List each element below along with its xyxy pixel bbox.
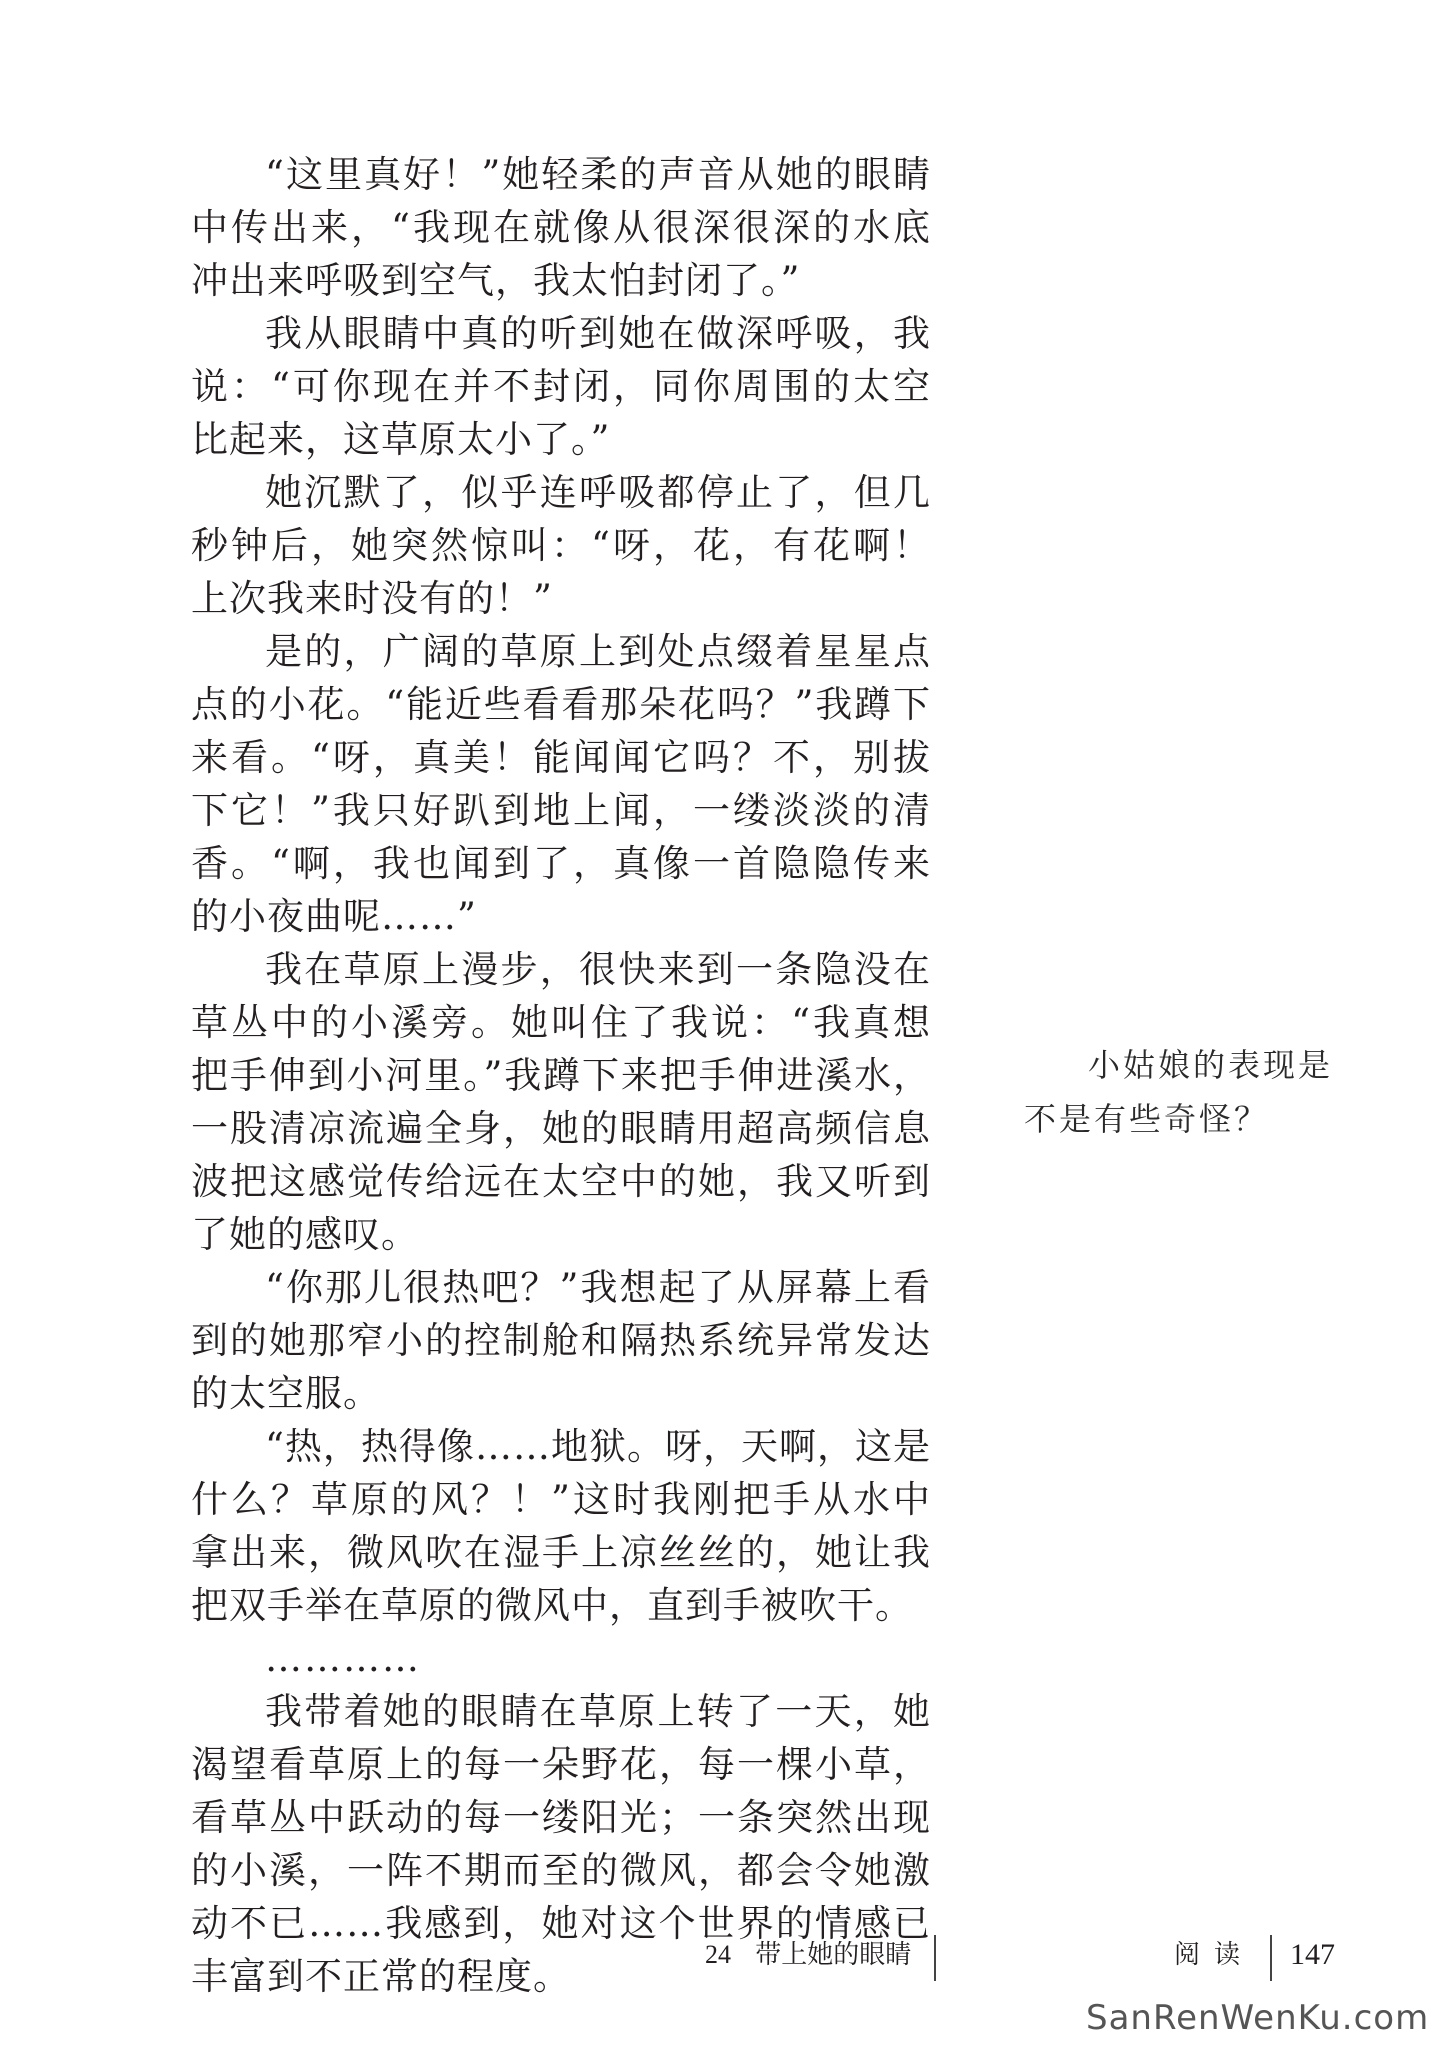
footer-divider-right bbox=[1270, 1935, 1272, 1981]
paragraph-7: “热，热得像……地狱。呀，天啊，这是什么？草原的风？！”这时我刚把手从水中拿出来，微风吹在湿手上凉丝丝的，她让我把双手举在草原的微风中，直到手被吹干。 bbox=[191, 1425, 931, 1627]
paragraph-1: “这里真好！”她轻柔的声音从她的眼睛中传出来，“我现在就像从很深很深的水底冲出来呼吸到空气，我太怕封闭了。” bbox=[191, 153, 931, 302]
chapter-title: 带上她的眼睛 bbox=[755, 1940, 912, 1970]
footer-section-label: 阅读 bbox=[1174, 1940, 1255, 1970]
paragraph-3: 她沉默了，似乎连呼吸都停止了，但几秒钟后，她突然惊叫：“呀，花，有花啊！上次我来时没有的！” bbox=[191, 471, 931, 620]
page-number: 147 bbox=[1290, 1938, 1335, 1971]
site-watermark: SanRenWenKu.com bbox=[1086, 1998, 1430, 2038]
paragraph-6: “你那儿很热吧？”我想起了从屏幕上看到的她那窄小的控制舱和隔热系统异常发达的太空服。 bbox=[191, 1266, 931, 1415]
paragraph-final: 我带着她的眼睛在草原上转了一天，她渴望看草原上的每一朵野花，每一棵小草，看草丛中跃动的每一缕阳光；一条突然出现的小溪，一阵不期而至的微风，都会令她激动不已……我感到，她对这个世界的情感已丰富到不正常的程度。 bbox=[191, 1690, 931, 1998]
story-body bbox=[191, 148, 931, 2003]
chapter-number: 24 bbox=[705, 1940, 731, 1969]
margin-annotation-text: 小姑娘的表现是不是有些奇怪？ bbox=[1024, 1046, 1334, 1138]
margin-annotation bbox=[1024, 1038, 1334, 1146]
paragraph-2: 我从眼睛中真的听到她在做深呼吸，我说：“可你现在并不封闭，同你周围的太空比起来，这草原太小了。” bbox=[191, 312, 931, 461]
paragraph-5: 我在草原上漫步，很快来到一条隐没在草丛中的小溪旁。她叫住了我说：“我真想把手伸到小河里。”我蹲下来把手伸进溪水，一股清凉流遍全身，她的眼睛用超高频信息波把这感觉传给远在太空中的她，我又听到了她的感叹。 bbox=[191, 948, 931, 1256]
footer-divider-left bbox=[934, 1935, 936, 1981]
paragraph-4: 是的，广阔的草原上到处点缀着星星点点的小花。“能近些看看那朵花吗？”我蹲下来看。“呀，真美！能闻闻它吗？不，别拔下它！”我只好趴到地上闻，一缕淡淡的清香。“啊，我也闻到了，真像一首隐隐传来的小夜曲呢……” bbox=[191, 630, 931, 938]
omission-ellipsis: ………… bbox=[265, 1637, 421, 1680]
footer-chapter bbox=[705, 1935, 911, 1975]
